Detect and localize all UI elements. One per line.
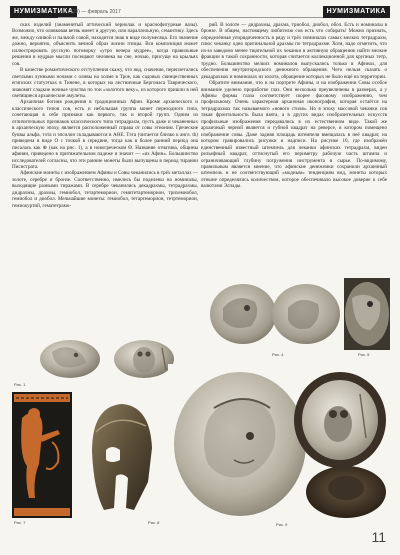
vase-painting-image [12, 392, 72, 518]
caption-fig-4: Рис. 4 [272, 352, 284, 357]
athena-owl-coins-image [168, 364, 394, 520]
header-magazine-title-right: НУМИЗМАТИКА [323, 6, 390, 18]
figure-helmet [76, 392, 162, 518]
figure-vase-painting [12, 392, 72, 518]
figure-athena-owl-coins [168, 364, 394, 520]
caption-fig-5: Рис. 5 [358, 352, 370, 357]
header-issue: № 1 (29) — февраль 2017 [60, 9, 121, 15]
caption-fig-8: Рис. 8 [148, 520, 160, 525]
header-magazine-title-left: НУМИЗМАТИКА [10, 6, 77, 18]
page-number: 11 [371, 529, 386, 545]
coin-closeup-image [344, 278, 390, 350]
paragraph: В качестве романтического отступления скажу, что яид, сначение, переплетались светлыми лунными ночами с оливы на холме в Трое, как садовых свинцественных египских статуэтках в Тинене, в которых на лестничные Бергонаса Таврического, знакомят сладкие ночные чувства по тон «золотого веку», из которого пришли в ней светящиеся архаические амулеты. [12, 67, 198, 99]
caption-fig-7: Рис. 7 [14, 520, 26, 525]
article-column-right [201, 22, 387, 276]
caption-fig-9: Рис. 9 [276, 522, 288, 527]
paragraph: ских изделий (знаменитый аттический чернолак и краснофигурные вазы). Возможно, что оливковая ветвь имеет и другую, или параллельную, семантику. Здесь же, между оливой и пальчой совой, находится знак в виде полумесяца. Его значение дожно, вероятно, объяснить вечной образ жизни птицы. Вся композиция может иллюстрировать русскую поговорку «утро вечера мудрее», когда правильные решения и мудрые мысли посещают человека во сне, ночью, присуще на крыльях сов. [12, 22, 198, 67]
helmet-image [76, 392, 162, 518]
paragraph: Обратите внимание, что и на портрете Афины, и на изображении Совы особое внимание уделено проработке глаз. Они несколько преувеличены в размерах, а у Афины формы глаза соответствует скорее фасовому изображению, чем профильному. Очень характерная архаичная иконография, которая остаётся на тетрадрахмах так называемого «нового стиля». Но в эпоху массовой чеканки сов такая фронтальность была взята, а в других видах изобразительных искусств профильные изображения передавались в их естественном виде. Такой же архаичный черной является и губной квадрат на реверсе, в котором помещено изображение совы. Даже задняя площадь штемпеля вмещалась в неё квадрат, на котором гравировались рисунки и надписи. На рисунке 10, где изображён единственный известный штемпель для чеканки афинских тетрадрахм, виден рельефный квадрат, оттиснутый его периметру рабочую часть штампа и ограничивающий глубину погружения инструмента в сырье. По-видимому, правильным является мнение, что афинские денежники сохранили архаичный штемпель и не соответствующий «модным» тенденциям вид, монеты которых отныне определялись количеством, которое обеспечивало высокое доверие к себе валютами Эллады. [201, 80, 387, 190]
figure-coin-fragments [203, 278, 343, 350]
paragraph: Архаичная богиня рождения в традиционных Афин. Кроме архаического и классического типов сов, есть и небольшая группа монет переходного типа, сочетающая в себе признаки как первого, так и второй групп. Одним из отличительных признаков классического типа тетрадрахм, пусть даже и чеканенных в архаическую эпоху, является расположенный справа от совы этноним. Греческие буквы альфа, тэта и эпсилон складываются в АӨЕ. Тэта (читается близко к англ. th) приведена в виде О с точкой в середине, тогда как в более ранний период она писалась как ⊕ (как на рис. 1), а в новогреческом Θ. Название отнатива, общины афинян, приведено в притяжательном падеже и значит — «из Афин». Большинство исследователей согласны, что эти ранние монеты были выпущены в период тирании Писистрата. [12, 99, 198, 170]
page-header [10, 6, 390, 18]
coin-fragments-image [203, 278, 343, 350]
paragraph: рий. В золоте — дидрахмы, драхма, триобол, диобол, обол. Есть и номиналы в бронзе. В общем, настоящему любителю сов есть что собирать! Можно признать, определённая упорядоченность в ряду и трёх номиналах самых мелких тетрадрахм, плюс чеканку одно оригинальной драхмы по тетрадрахме. Хотя, надо отметить, что из-за заведомо менее тщательной их чеканки в активную обращению найти мелкие фракции в такой сохранности, которая считается коллекционной для крупных тетр, трудно. Большинство мелких номиналов выпускались только в Афинах, для обеспечения внутригородского денежного обращения. Чего нельзя сказать о декадрахмах и номиналах из золота, обращение которых не было ещё на территории. [201, 22, 387, 80]
caption-fig-1: Рис. 1 [14, 382, 26, 387]
article-column-left [12, 22, 198, 346]
paragraph: Афинские монеты с изображением Афины и Совы чеканились в трёх металлах — золоте, серебре и бронзе. Соответственно, имелись бы поделены на номиналы, выходящие разными тиражами. В серебре чеканились декадрахмы, тетрадрахмы, дидрахмы, драхмы, гемиобол, тетартеморион, гемитетартеморион, трихемиобол, гемиобол и диобол. Мельчайшие монеты: гемиобол, тетартеморион, тетртеморион, гемиокуртий, гематетрамо- [12, 170, 198, 209]
figure-coin-closeup [344, 278, 390, 350]
header-rule [58, 17, 328, 18]
